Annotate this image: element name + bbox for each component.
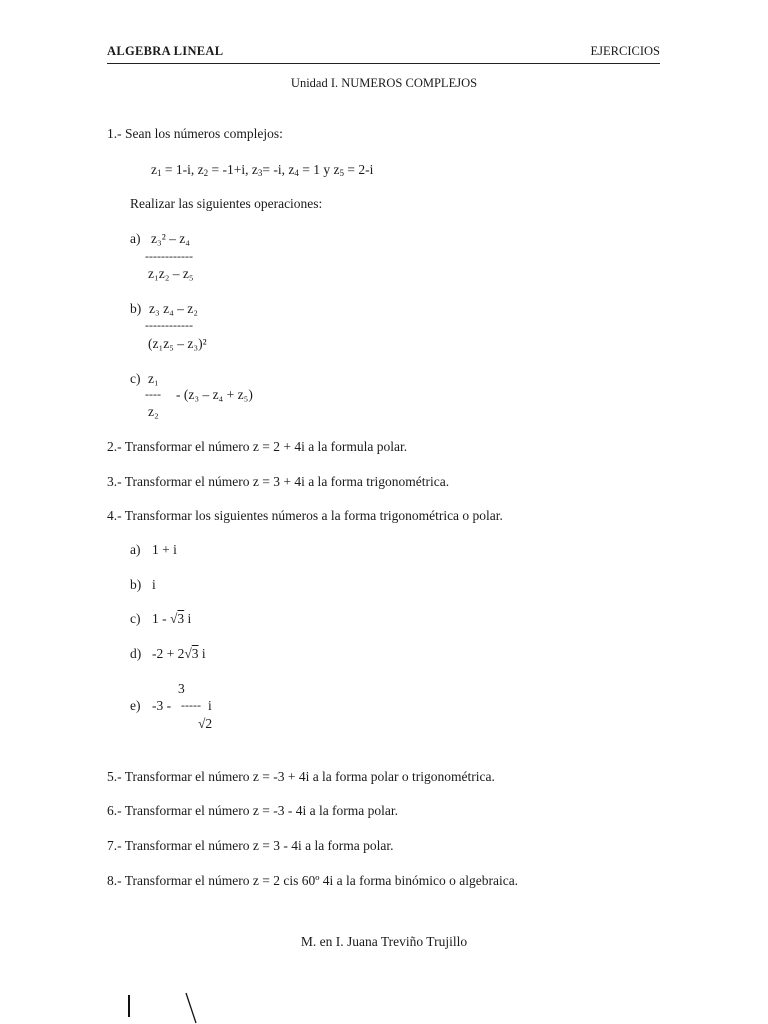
exercise-4a-expression: 1 + i [152, 542, 177, 557]
exercise-1b-label: b) [130, 301, 142, 316]
exercise-1a-label: a) [130, 231, 141, 246]
exercise-1-intro: 1.- Sean los números complejos: [107, 126, 283, 141]
exercise-1b-denominator: (z₁z₅ – z₃)² [148, 336, 207, 351]
exercise-1c-numerator: z₁ [148, 371, 159, 386]
exercise-6: 6.- Transformar el número z = -3 - 4i a la forma polar. [107, 803, 399, 818]
exercise-1c-label: c) [130, 371, 141, 386]
stray-vertical-mark [128, 995, 130, 1017]
author-footer: M. en I. Juana Treviño Trujillo [300, 934, 468, 949]
exercise-4e-denominator: √2 [198, 716, 213, 731]
exercise-4e-prefix: -3 - [152, 698, 172, 713]
stray-diagonal-mark [184, 992, 198, 1024]
exercise-3: 3.- Transformar el número z = 3 + 4i a la forma trigonométrica. [107, 474, 450, 489]
exercise-4e-label: e) [130, 698, 141, 713]
exercise-7: 7.- Transformar el número z = 3 - 4i a la forma polar. [107, 838, 394, 853]
exercise-1c-rest: - (z₃ – z₄ + z₅) [176, 387, 253, 402]
exercise-4d-expression: -2 + 2√3 i [152, 646, 206, 661]
exercise-1b-numerator: z₃ z₄ – z₂ [149, 301, 198, 316]
exercise-4c-label: c) [130, 611, 141, 626]
exercise-8: 8.- Transformar el número z = 2 cis 60º 4i a la forma binómico o algebraica. [107, 873, 519, 888]
header-divider [107, 63, 660, 64]
header-section-label: EJERCICIOS [590, 44, 660, 58]
exercise-1c-denominator: z₂ [148, 404, 159, 419]
exercise-4e-numerator: 3 [178, 681, 185, 696]
exercise-1-definitions: $z_1 = 1-i$, $z_2 = -1+i$, $z_3= -i$, $z_4 = 1$ y $z_5 = 2-i$ [151, 162, 374, 178]
exercise-4b-expression: i [152, 577, 156, 592]
exercise-4e-fraction-bar: ----- [181, 698, 201, 712]
exercise-1a-denominator: z₁z₂ – z₅ [148, 266, 194, 281]
exercise-2: 2.- Transformar el número z = 2 + 4i a la formula polar. [107, 439, 408, 454]
exercise-1a-numerator: z₃² – z₄ [151, 231, 190, 246]
exercise-4d-label: d) [130, 646, 142, 661]
exercise-1b-fraction-bar: ------------ [145, 318, 193, 332]
exercise-1a-fraction-bar: ------------ [145, 249, 193, 263]
exercise-5: 5.- Transformar el número z = -3 + 4i a la forma polar o trigonométrica. [107, 769, 495, 784]
exercise-4b-label: b) [130, 577, 142, 592]
exercise-4-intro: 4.- Transformar los siguientes números a la forma trigonométrica o polar. [107, 508, 503, 523]
exercise-4a-label: a) [130, 542, 141, 557]
exercise-4e-suffix: i [208, 698, 212, 713]
unit-subtitle: Unidad I. NUMEROS COMPLEJOS [290, 76, 478, 90]
exercise-4c-expression: 1 - √3 i [152, 611, 192, 626]
exercise-1-instruction: Realizar las siguientes operaciones: [130, 196, 323, 211]
header-course-title: ALGEBRA LINEAL [107, 44, 224, 58]
exercise-1c-fraction-bar: ---- [145, 387, 161, 401]
